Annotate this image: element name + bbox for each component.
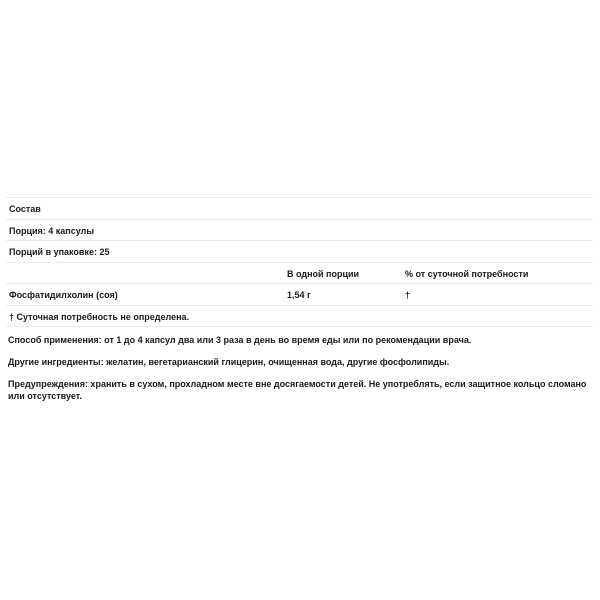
warning-text: Предупреждения: хранить в сухом, прохладном месте вне досягаемости детей. Не употреблять, если защитное кольцо сломано или отсутствует. [8, 379, 587, 401]
ingredient-name: Фосфатидилхолин (соя) [9, 290, 118, 300]
footnote: † Суточная потребность не определена. [9, 311, 190, 322]
ingredient-amount: 1,54 г [287, 290, 311, 300]
servings-per-row [6, 241, 593, 263]
header-row [6, 263, 593, 285]
column-header-amount: В одной порции [287, 268, 360, 279]
table-row [6, 284, 593, 306]
usage-text: Способ применения: от 1 до 4 капсул два или 3 раза в день во время еды или по рекомендации врача. [8, 335, 472, 345]
column-header-dv: % от суточной потребности [405, 268, 529, 279]
other-ingredients-text: Другие ингредиенты: желатин, вегетарианский глицерин, очищенная вода, другие фосфолипиды. [8, 357, 450, 367]
footnote-row [6, 306, 593, 328]
serving-size: Порция: 4 капсулы [9, 225, 95, 236]
servings-per-container: Порций в упаковке: 25 [9, 247, 110, 257]
ingredient-dv: † [405, 290, 411, 300]
table-title-row [6, 198, 593, 220]
table-title: Состав [9, 204, 41, 214]
serving-row [6, 220, 593, 242]
supplement-facts-table [6, 197, 593, 327]
